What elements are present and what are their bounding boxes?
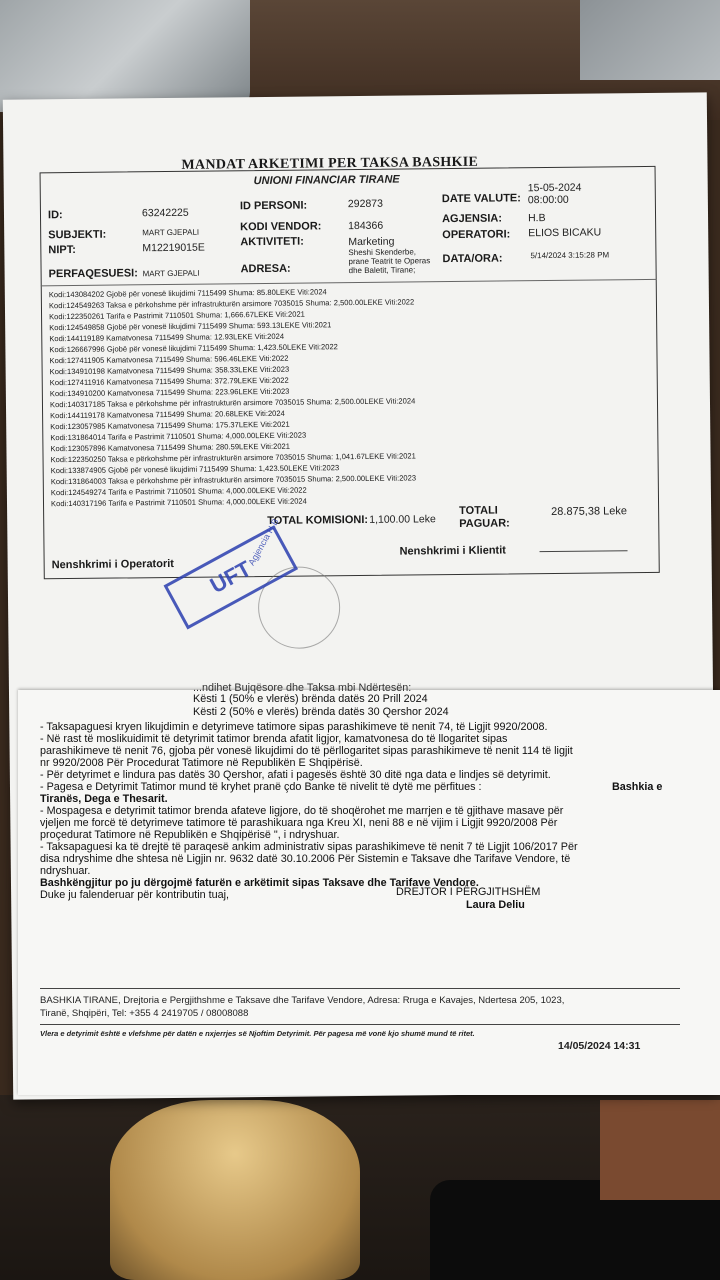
perfaqesuesi-value: MART GJEPALI	[142, 268, 200, 279]
kodi-line: Kodi:131864014 Tarifa e Pastrimit 7110501 Shuma: 4,000.00LEKE Viti:2023	[50, 430, 307, 443]
nipt-value: M12219015E	[142, 241, 205, 255]
agjensia-label: AGJENSIA:	[441, 212, 503, 226]
paragraph-line: - Pagesa e Detyrimit Tatimor mund të kryhet pranë çdo Banke të nivelit të dytë me përfitues :	[40, 781, 482, 793]
paragraph-line: - Taksapaguesi kryen likujdimin e detyrimeve tatimore sipas parashikimeve të nenit 74, të Ligjit 9920/2008.	[40, 721, 548, 733]
document-title: MANDAT ARKETIMI PER TAKSA BASHKIE	[181, 154, 479, 173]
brown-surface	[600, 1100, 720, 1200]
subjekti-label: SUBJEKTI:	[48, 228, 107, 242]
operator-signature-label: Nenshkrimi i Operatorit	[51, 557, 174, 572]
document-subtitle: UNIONI FINANCIAR TIRANE	[253, 173, 400, 188]
date-valute-value: 15-05-2024 08:00:00	[527, 181, 582, 207]
paragraph-line: - Taksapaguesi ka të drejtë të paraqesë ankim administrativ sipas parashikimeve të nenit 7 të Ligjit 106/2017 Për	[40, 841, 578, 853]
director-name: Laura Deliu	[466, 899, 525, 911]
kodi-line: Kodi:124549263 Taksa e përkohshme për infrastrukturën arsimore 7035015 Shuma: 2,500.00LEKE Viti:2022	[48, 297, 415, 311]
client-signature-label: Nenshkrimi i Klientit	[399, 544, 506, 558]
total-paguar-value: 28.875,38 Leke	[551, 505, 628, 518]
thanks-line: Duke ju falenderuar për kontributin tuaj,	[40, 889, 230, 901]
director-title: DREJTOR I PËRGJITHSHËM	[396, 886, 541, 898]
paragraph-line: ndryshuar.	[40, 865, 91, 877]
metal-object-right	[580, 0, 720, 80]
total-komisioni-value: 1,100.00 Leke	[369, 513, 436, 526]
kesti-2: Kësti 2 (50% e vlerës) brënda datës 30 Qershor 2024	[193, 706, 449, 718]
footer-divider	[40, 988, 680, 989]
total-komisioni-label: TOTAL KOMISIONI:	[267, 513, 369, 527]
kesti-1: Kësti 1 (50% e vlerës) brënda datës 20 Prill 2024	[193, 693, 428, 705]
kodi-line: Kodi:127411905 Kamatvonesa 7115499 Shuma: 596.46LEKE Viti:2022	[49, 353, 289, 366]
paragraph-line: disa ndryshime dhe shtesa në Ligjin nr. 9632 datë 30.10.2006 Për Sistemin e Taksave dhe Tarifave Vendore, të	[40, 853, 571, 865]
idpersoni-label: ID PERSONI:	[239, 199, 308, 213]
adresa-label: ADRESA:	[240, 262, 291, 276]
document-lower-section	[18, 682, 720, 1095]
kodi-line: Kodi:134910198 Kamatvonesa 7115499 Shuma: 358.33LEKE Viti:2023	[49, 364, 290, 377]
paragraph-line: - Mospagesa e detyrimit tatimor brenda afateve ligjore, do të shoqërohet me marrjen e të gjithave masave për	[40, 805, 564, 817]
kodi-line: Kodi:123057896 Kamatvonesa 7115499 Shuma: 280.59LEKE Viti:2021	[50, 441, 291, 454]
paragraph-line: - Në rast të moslikuidimit të detyrimit tatimor brenda afatit ligjor, kamatvonesa do të llogaritet sipas	[40, 733, 508, 745]
aktiviteti-label: AKTIVITETI:	[240, 235, 304, 249]
kodi-line: Kodi:126667996 Gjobë për vonesë likujdimi 7115499 Shuma: 1,423.50LEKE Viti:2022	[49, 342, 338, 355]
kodi-line: Kodi:124549858 Gjobë për vonesë likujdimi 7115499 Shuma: 593.13LEKE Viti:2021	[49, 320, 332, 333]
id-value: 63242225	[141, 206, 189, 220]
kodi-vendor-label: KODI VENDOR:	[240, 220, 322, 234]
kodi-line: Kodi:140317196 Tarifa e Pastrimit 7110501 Shuma: 4,000.00LEKE Viti:2024	[50, 496, 307, 509]
idpersoni-value: 292873	[347, 197, 384, 211]
kodi-line: Kodi:131864003 Taksa e përkohshme për infrastrukturën arsimore 7035015 Shuma: 2,500.00LEKE Viti:2023	[50, 473, 417, 487]
footer-address: BASHKIA TIRANE, Drejtoria e Pergjithshme e Taksave dhe Tarifave Vendore, Adresa: Rruga e Kavajes, Ndertesa 205, 1023,	[40, 995, 565, 1006]
kodi-vendor-value: 184366	[348, 219, 384, 233]
subjekti-value: MART GJEPALI	[142, 227, 200, 238]
paragraph-line: - Për detyrimet e lindura pas datës 30 Qershor, afati i pagesës është 30 ditë nga data e lindjes së detyrimit.	[40, 769, 551, 781]
footer-note: Vlera e detyrimit është e vlefshme për datën e nxjerrjes së Njoftim Detyrimit. Për pagesa më vonë kjo shumë mund të ritet.	[40, 1029, 475, 1038]
kodi-line: Kodi:144119189 Kamatvonesa 7115499 Shuma: 12.93LEKE Viti:2024	[49, 331, 285, 344]
footer-divider	[40, 1024, 680, 1025]
kodi-line: Kodi:123057985 Kamatvonesa 7115499 Shuma: 175.37LEKE Viti:2021	[50, 419, 290, 432]
kodi-line: Kodi:122350250 Taksa e përkohshme për infrastrukturën arsimore 7035015 Shuma: 1,041.67LEKE Viti:2021	[50, 451, 416, 465]
date-valute-label: DATE VALUTE:	[441, 192, 521, 206]
data-ora-value: 5/14/2024 3:15:28 PM	[530, 250, 610, 261]
kodi-line: Kodi:122350261 Tarifa e Pastrimit 7110501 Shuma: 1,666.67LEKE Viti:2021	[49, 309, 305, 322]
paragraph-line: nr 9920/2008 Për Procedurat Tatimore në Republikën E Shqipërisë.	[40, 757, 363, 769]
adresa-value: Sheshi Skenderbe, prane Teatrit te Operas dhe Baletit, Tirane;	[348, 247, 431, 276]
data-ora-label: DATA/ORA:	[442, 252, 503, 266]
operatori-value: ELIOS BICAKU	[528, 226, 602, 240]
id-label: ID:	[47, 209, 63, 222]
footer-contact: Tiranë, Shqipëri, Tel: +355 4 2419705 / 08008088	[40, 1008, 249, 1019]
aktiviteti-value: Marketing	[348, 235, 395, 249]
paragraph-line: proçedurat Tatimore në Republikën e Shqipërisë ", i ndryshuar.	[40, 829, 340, 841]
kodi-line: Kodi:143084202 Gjobë për vonesë likujdimi 7115499 Shuma: 85.80LEKE Viti:2024	[48, 287, 327, 300]
attachment-note: Bashkëngjitur po ju dërgojmë faturën e arkëtimit sipas Taksave dhe Tarifave Vendore.	[40, 877, 479, 889]
paragraph-line: Tiranës, Dega e Thesarit.	[40, 793, 168, 805]
metal-object	[0, 0, 250, 112]
kodi-line: Kodi:133874905 Gjobë për vonesë likujdimi 7115499 Shuma: 1,423.50LEKE Viti:2023	[50, 463, 340, 476]
print-date: 14/05/2024 14:31	[558, 1040, 641, 1052]
knee	[110, 1100, 360, 1280]
nipt-label: NIPT:	[48, 243, 76, 257]
operatori-label: OPERATORI:	[442, 228, 511, 242]
perfaqesuesi-label: PERFAQESUESI:	[48, 267, 138, 281]
paragraph-line: vjeljen me forcë të detyrimeve tatimore të parashikuara nga Kreu XI, neni 88 e në vijim i Ligjit 9920/2008 Për	[40, 817, 558, 829]
uft-stamp: UFT	[164, 525, 299, 629]
kodi-line: Kodi:124549274 Tarifa e Pastrimit 7110501 Shuma: 4,000.00LEKE Viti:2022	[50, 485, 307, 498]
kodi-line: Kodi:140317185 Taksa e përkohshme për infrastrukturën arsimore 7035015 Shuma: 2,500.00LEKE Viti:2024	[49, 396, 416, 410]
paragraph-line: parashikimeve të nenit 76, gjoba për vonesë likujdimi do të përllogaritet sipas parashikimeve të nenit 114 të ligjit	[40, 745, 573, 757]
agjensia-value: H.B	[527, 212, 546, 225]
kodi-line: Kodi:144119178 Kamatvonesa 7115499 Shuma: 20.68LEKE Viti:2024	[50, 408, 285, 421]
partial-line: ...ndihet Bujqësore dhe Taksa mbi Ndërtesën:	[193, 682, 412, 694]
total-paguar-label: TOTALI PAGUAR:	[459, 504, 510, 530]
paragraph-bold: Bashkia e	[612, 781, 663, 793]
kodi-line: Kodi:127411916 Kamatvonesa 7115499 Shuma: 372.79LEKE Viti:2022	[49, 375, 289, 388]
kodi-line: Kodi:134910200 Kamatvonesa 7115499 Shuma: 223.96LEKE Viti:2023	[49, 386, 290, 399]
stamp-agency: Agjencia H.B	[246, 516, 281, 568]
